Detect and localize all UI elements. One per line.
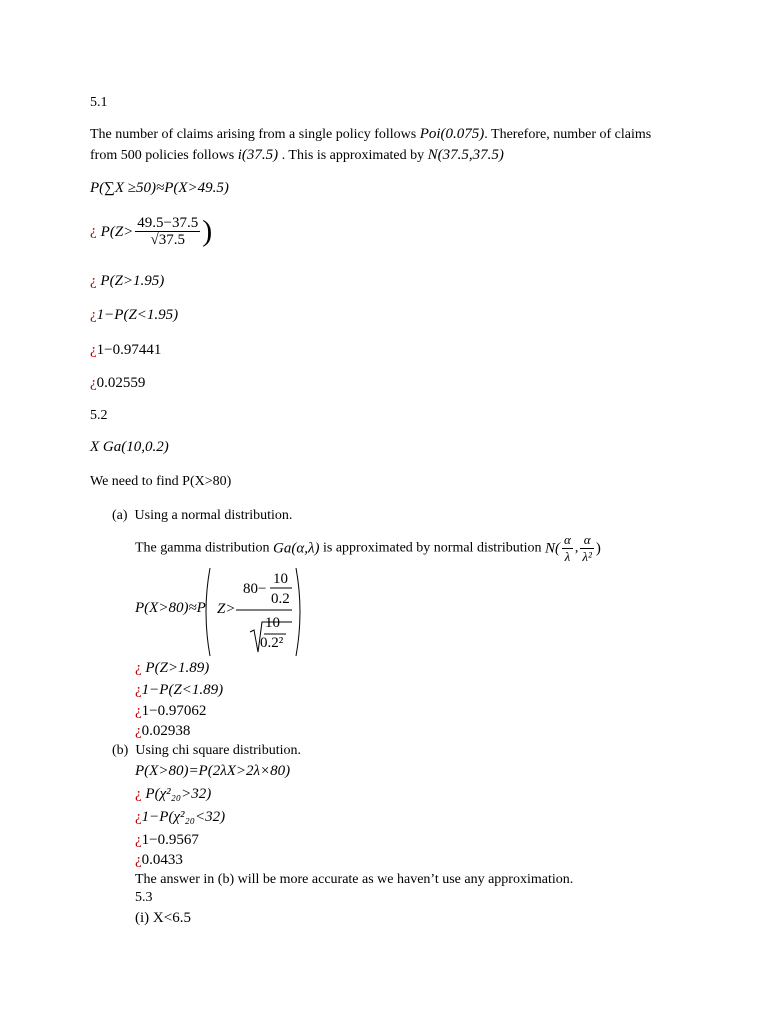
part-a-numerator: 80−: [243, 581, 267, 597]
poi-expression: Poi(0.075): [419, 126, 485, 142]
part-a-title: (a) Using a normal distribution.: [112, 508, 293, 523]
equation-3: ¿ P(Z>1.95): [90, 273, 165, 289]
part-a-equation-lhs: P(X>80)≈P: [135, 600, 206, 616]
paragraph-line-1: The number of claims arising from a single policy follows Poi(0.075). Therefore, number of claims: [90, 126, 652, 142]
equation-1: P(∑X ≥50)≈P(X>49.5): [90, 180, 229, 196]
part-a-den-num: 10: [265, 615, 280, 631]
part-a-den-den: 0.2²: [260, 635, 284, 651]
equation-4: ¿1−P(Z<1.95): [90, 307, 179, 323]
equation-2: ¿ P(Z> $\frac{49.5-37.5}{√37.5}$ ): [90, 214, 213, 248]
part-a-num-num: 10: [273, 571, 288, 587]
part-a-line-4: ¿0.02938: [135, 723, 191, 739]
part-b-line-1: ¿ P(χ²₂₀>32): [135, 786, 212, 802]
paragraph-line-2: from 500 policies follows i(37.5) . This is approximated by N(37.5,37.5): [90, 147, 504, 163]
heading-5-3: 5.3: [135, 890, 153, 905]
part-a-line-3: ¿1−0.97062: [135, 703, 207, 719]
equation-6: ¿0.02559: [90, 375, 146, 391]
part-b-line-0: P(X>80)=P(2λX>2λ×80): [135, 763, 291, 779]
part-a-num-den: 0.2: [271, 591, 290, 607]
part-a-z: Z>: [217, 601, 236, 617]
part-b-line-4: ¿0.0433: [135, 852, 183, 868]
heading-5-1: 5.1: [90, 95, 108, 110]
question-5-3-i: (i) X<6.5: [135, 910, 191, 926]
equation-5: ¿1−0.97441: [90, 342, 162, 358]
part-b-line-3: ¿1−0.9567: [135, 832, 199, 848]
part-a-line-2: ¿1−P(Z<1.89): [135, 682, 224, 698]
part-b-note: The answer in (b) will be more accurate as we haven’t use any approximation.: [135, 872, 574, 887]
gamma-definition: X Ga(10,0.2): [90, 439, 169, 455]
part-b-title: (b) Using chi square distribution.: [112, 743, 301, 758]
part-a-line-1: ¿ P(Z>1.89): [135, 660, 210, 676]
i-expression: i(37.5): [237, 147, 279, 163]
need-to-find: We need to find P(X>80): [90, 474, 232, 489]
normal-expression: N(37.5,37.5): [427, 147, 504, 163]
part-a-description: The gamma distribution Ga(α,λ) is approximated by normal distribution N( $\frac{\alpha}{\lambda}$ , $\frac{\alpha}{\text{λ²}}$ ): [135, 532, 601, 564]
part-b-line-2: ¿1−P(χ²₂₀<32): [135, 809, 226, 825]
heading-5-2: 5.2: [90, 408, 108, 423]
